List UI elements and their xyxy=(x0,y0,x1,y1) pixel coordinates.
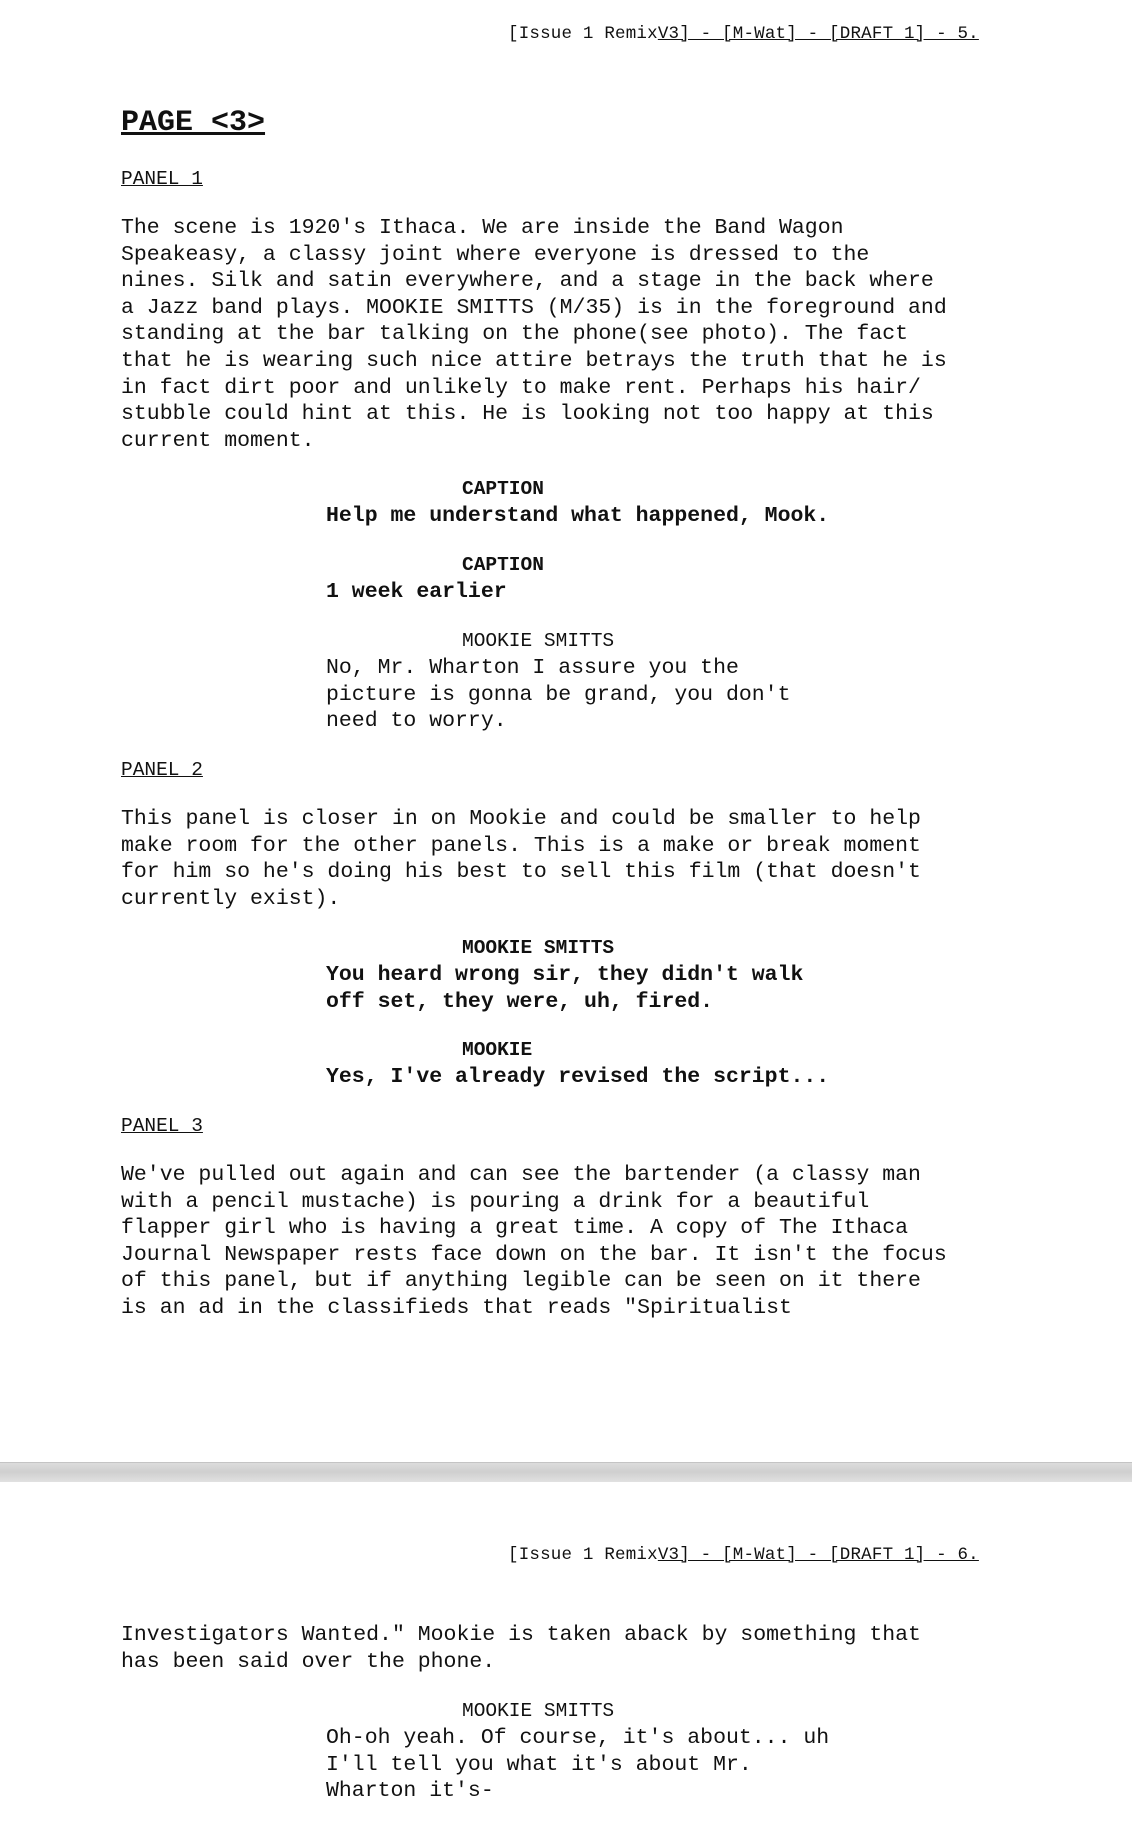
dialogue-1-character: MOOKIE SMITTS xyxy=(462,630,615,652)
panel-3-action: We've pulled out again and can see the bartender (a classy man with a pencil mustache) is pouring a drink for a beautiful flapper girl who is having a great time. A copy of The Ithaca Journal Newspaper rests face down on the bar. It isn't the focus of this panel, but if anything legible can be seen on it there is an ad in the classifieds that reads "Spiritualist xyxy=(121,1163,947,1320)
caption-2-label: CAPTION xyxy=(462,554,544,576)
panel-1-heading: PANEL 1 xyxy=(121,168,203,190)
dialogue-3-text: Yes, I've already revised the script... xyxy=(326,1065,830,1089)
caption-2-text: 1 week earlier xyxy=(326,580,507,604)
page-header xyxy=(508,1545,979,1565)
caption-1-text: Help me understand what happened, Mook. xyxy=(326,504,830,528)
script-page-6 xyxy=(0,1482,1132,1822)
panel-2-heading: PANEL 2 xyxy=(121,759,203,781)
header-prefix: [Issue 1 Remix xyxy=(508,24,658,44)
page-title: PAGE <3> xyxy=(121,106,266,140)
continued-action: Investigators Wanted." Mookie is taken aback by something that has been said over the phone. xyxy=(121,1623,921,1674)
caption-1-label: CAPTION xyxy=(462,478,544,500)
dialogue-2-character: MOOKIE SMITTS xyxy=(462,937,615,959)
panel-3-heading: PANEL 3 xyxy=(121,1115,203,1137)
header-underlined: V3] - [M-Wat] - [DRAFT 1] - 6. xyxy=(657,1545,979,1565)
page-break-divider xyxy=(0,1462,1132,1484)
panel-2-action: This panel is closer in on Mookie and could be smaller to help make room for the other panels. This is a make or break moment for him so he's doing his best to sell this film (that doesn't currently exist). xyxy=(121,807,921,911)
dialogue-4-character: MOOKIE SMITTS xyxy=(462,1700,615,1722)
header-prefix: [Issue 1 Remix xyxy=(508,1545,658,1565)
dialogue-1-text: No, Mr. Wharton I assure you the picture is gonna be grand, you don't need to worry. xyxy=(326,656,791,734)
page-header xyxy=(508,24,979,44)
dialogue-2-text: You heard wrong sir, they didn't walk off set, they were, uh, fired. xyxy=(326,963,804,1014)
dialogue-3-character: MOOKIE xyxy=(462,1039,533,1061)
dialogue-4-text: Oh-oh yeah. Of course, it's about... uh I'll tell you what it's about Mr. Wharton it's- xyxy=(326,1726,830,1804)
panel-1-action: The scene is 1920's Ithaca. We are inside the Band Wagon Speakeasy, a classy joint where everyone is dressed to the nines. Silk and satin everywhere, and a stage in the back where a Jazz band plays. MOOKIE SMITTS (M/35) is in the foreground and standing at the bar talking on the phone(see photo). The fact that he is wearing such nice attire betrays the truth that he is in fact dirt poor and unlikely to make rent. Perhaps his hair/ stubble could hint at this. He is looking not too happy at this current moment. xyxy=(121,216,947,453)
header-underlined: V3] - [M-Wat] - [DRAFT 1] - 5. xyxy=(657,24,979,44)
